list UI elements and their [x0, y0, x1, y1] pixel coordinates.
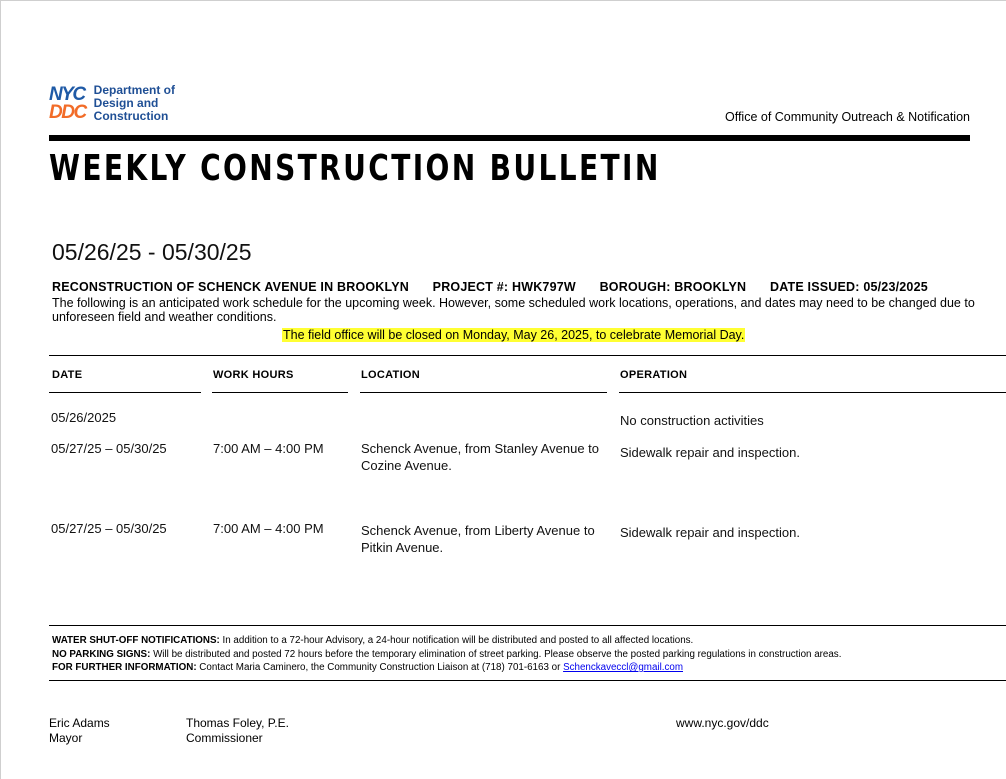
- logo-text: [94, 84, 175, 123]
- office-name: Office of Community Outreach & Notification: [724, 110, 970, 124]
- date-issued: DATE ISSUED: 05/23/2025: [769, 280, 928, 294]
- website-link[interactable]: www.nyc.gov/ddc: [676, 716, 769, 730]
- header-date: DATE: [52, 369, 83, 381]
- info-notice: [52, 661, 841, 675]
- header-location: LOCATION: [361, 369, 421, 381]
- logo-mark: [49, 85, 86, 121]
- project-info-line: [52, 280, 948, 294]
- date-range: 05/26/25 - 05/30/25: [52, 239, 252, 265]
- logo-line-3: Construction: [93, 109, 169, 123]
- row-3-operation: Sidewalk repair and inspection.: [620, 525, 800, 540]
- row-3-hours: 7:00 AM – 4:00 PM: [213, 521, 324, 536]
- logo-mark-nyc: NYC: [49, 84, 85, 105]
- row-2-hours: 7:00 AM – 4:00 PM: [213, 441, 324, 456]
- liaison-email-link[interactable]: Schenckaveccl@gmail.com: [563, 662, 683, 673]
- row-2-operation: Sidewalk repair and inspection.: [620, 445, 800, 460]
- mayor-title: Mayor: [49, 731, 83, 745]
- project-number: PROJECT #: HWK797W: [432, 280, 576, 294]
- closure-notice: The field office will be closed on Monday, May 26, 2025, to celebrate Memorial Day.: [283, 328, 745, 342]
- header-underline-operation: [619, 392, 1006, 393]
- row-1-date: 05/26/2025: [51, 410, 117, 425]
- header-operation: OPERATION: [620, 369, 688, 381]
- row-3-location: Schenck Avenue, from Liberty Avenue to Pitkin Avenue.: [361, 523, 595, 555]
- logo-line-2: Design and: [93, 96, 159, 110]
- info-notice-label: FOR FURTHER INFORMATION:: [52, 662, 197, 673]
- logo-line-1: Department of: [93, 83, 176, 97]
- nyc-ddc-logo: [49, 85, 175, 123]
- table-top-rule: [49, 355, 1006, 356]
- logo-mark-ddc: DDC: [49, 102, 86, 123]
- row-2-date: 05/27/25 – 05/30/25: [51, 441, 167, 456]
- mayor-signature: [49, 716, 110, 746]
- commissioner-title: Commissioner: [186, 731, 263, 745]
- water-notice-label: WATER SHUT-OFF NOTIFICATIONS:: [52, 635, 220, 646]
- intro-text: The following is an anticipated work schedule for the upcoming week. However, some scheduled work locations, operations, and dates may need to be changed due to unforeseen field and weather conditions.: [52, 296, 975, 324]
- header-underline-location: [360, 392, 607, 393]
- parking-notice-label: NO PARKING SIGNS:: [52, 648, 151, 660]
- parking-notice-text: Will be distributed and posted 72 hours before the temporary elimination of street parking. Please observe the posted parking regulations in construction areas.: [150, 648, 842, 660]
- project-borough: BOROUGH: BROOKLYN: [599, 280, 747, 294]
- header-underline-hours: [212, 392, 348, 393]
- header-rule: [49, 135, 970, 141]
- row-1-operation: No construction activities: [620, 413, 764, 428]
- row-3-date: 05/27/25 – 05/30/25: [51, 521, 167, 536]
- water-notice-text: In addition to a 72-hour Advisory, a 24-hour notification will be distributed and posted to all affected locations.: [219, 635, 694, 646]
- water-notice: [52, 634, 841, 648]
- row-2-location: Schenck Avenue, from Stanley Avenue to Cozine Avenue.: [361, 441, 600, 473]
- notices-block: [52, 634, 841, 675]
- mayor-name: Eric Adams: [49, 716, 110, 730]
- header-underline-date: [49, 392, 201, 393]
- info-notice-text: Contact Maria Caminero, the Community Construction Liaison at (718) 701-6163 or: [196, 662, 564, 673]
- commissioner-name: Thomas Foley, P.E.: [186, 716, 289, 730]
- notices-top-rule: [49, 625, 1006, 626]
- header-work-hours: WORK HOURS: [213, 369, 294, 381]
- parking-notice: [52, 648, 841, 662]
- commissioner-signature: [186, 716, 289, 746]
- project-name: RECONSTRUCTION OF SCHENCK AVENUE IN BROOKLYN: [52, 280, 409, 294]
- bulletin-title: WEEKLY CONSTRUCTION BULLETIN: [49, 148, 661, 189]
- notices-bottom-rule: [49, 680, 1006, 681]
